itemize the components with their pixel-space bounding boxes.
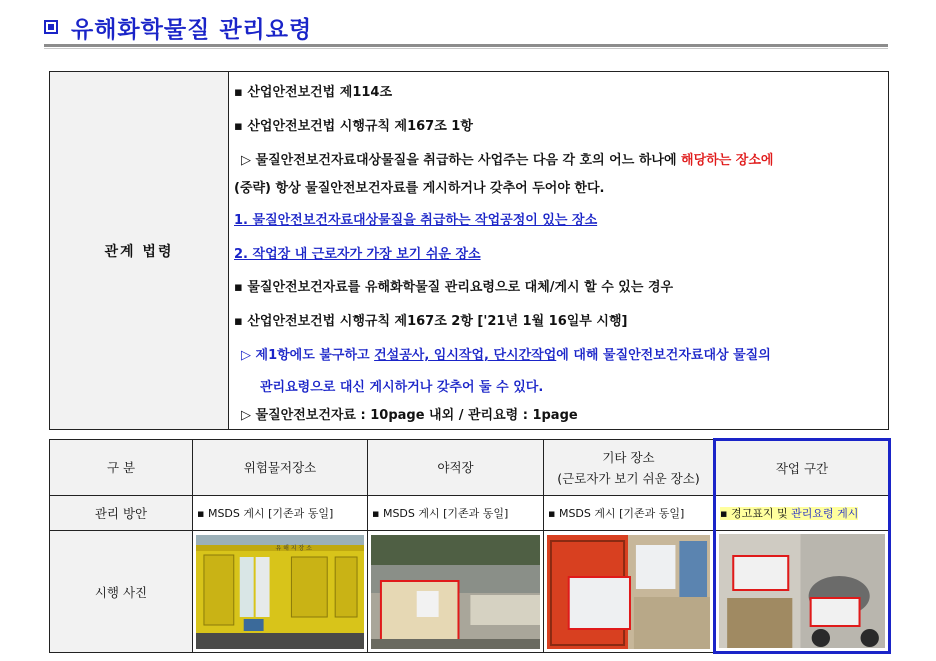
law-line-requirement: ▷ 물질안전보건자료대상물질을 취급하는 사업주는 다음 각 호의 어느 하나에 해당하는 장소에 [241,153,774,168]
photo-hazmat-storage [196,535,364,649]
photo-cell-work-zone [715,531,890,653]
exception-types: 건설공사, 임시작업, 단시간작업 [374,348,557,363]
law-line-pages: ▷ 물질안전보건자료 : 10page 내외 / 관리요령 : 1page [241,408,578,423]
photo-work-zone [719,534,885,648]
photo-cell-other [544,531,715,653]
svg-text:유 해 지 장 소: 유 해 지 장 소 [275,544,312,552]
law-label: 관계 법령 [50,72,229,429]
law-item-1: 1. 물질안전보건자료대상물질을 취급하는 작업공정이 있는 장소 [234,213,598,228]
photo-storage-yard [371,535,540,649]
row-label-photos: 시행 사진 [50,531,193,653]
law-section [49,71,889,430]
law-line-exception: ▷ 제1항에도 불구하고 건설공사, 임시작업, 단시간작업에 대해 물질안전보건자료대상 물질의 [241,348,771,363]
law-line-rule-167-2: ▪ 산업안전보건법 시행규칙 제167조 2항 ['21년 1월 16일부 시행] [234,314,628,329]
highlight-place-text: 해당하는 장소에 [681,153,774,168]
table-row [50,496,890,531]
law-line-exception-cont: 관리요령으로 대신 게시하거나 갖추어 둘 수 있다. [260,380,544,395]
law-line-requirement-cont: (중략) 항상 물질안전보건자료를 게시하거나 갖추어 두어야 한다. [234,181,605,196]
page-header [44,12,312,42]
table-row [50,440,890,496]
table-row [50,531,890,653]
header-hazmat-storage: 위험물저장소 [193,440,368,496]
page-title: 유해화학물질 관리요령 [71,16,313,43]
title-underline-thin [44,48,888,49]
row-label-management: 관리 방안 [50,496,193,531]
management-other: ▪ MSDS 게시 [기존과 동일] [544,496,715,531]
law-line-substitute: ▪ 물질안전보건자료를 유해화학물질 관리요령으로 대체/게시 할 수 있는 경우 [234,280,674,295]
header-storage-yard: 야적장 [368,440,544,496]
photo-cell-hazmat [193,531,368,653]
management-work-zone: ▪ 경고표지 및 관리요령 게시 [715,496,890,531]
management-hazmat: ▪ MSDS 게시 [기존과 동일] [193,496,368,531]
title-underline [44,44,888,47]
law-line-act: ▪ 산업안전보건법 제114조 [234,85,393,100]
header-work-zone: 작업 구간 [715,440,890,496]
law-line-rule-167-1: ▪ 산업안전보건법 시행규칙 제167조 1항 [234,119,473,134]
header-division: 구 분 [50,440,193,496]
square-bullet-icon [44,20,58,34]
law-content [229,72,888,429]
management-yard: ▪ MSDS 게시 [기존과 동일] [368,496,544,531]
law-item-2: 2. 작업장 내 근로자가 가장 보기 쉬운 장소 [234,247,481,262]
comparison-table [49,438,891,654]
header-other-places: 기타 장소 (근로자가 보기 쉬운 장소) [544,440,715,496]
photo-other-place [547,535,710,649]
photo-cell-yard [368,531,544,653]
